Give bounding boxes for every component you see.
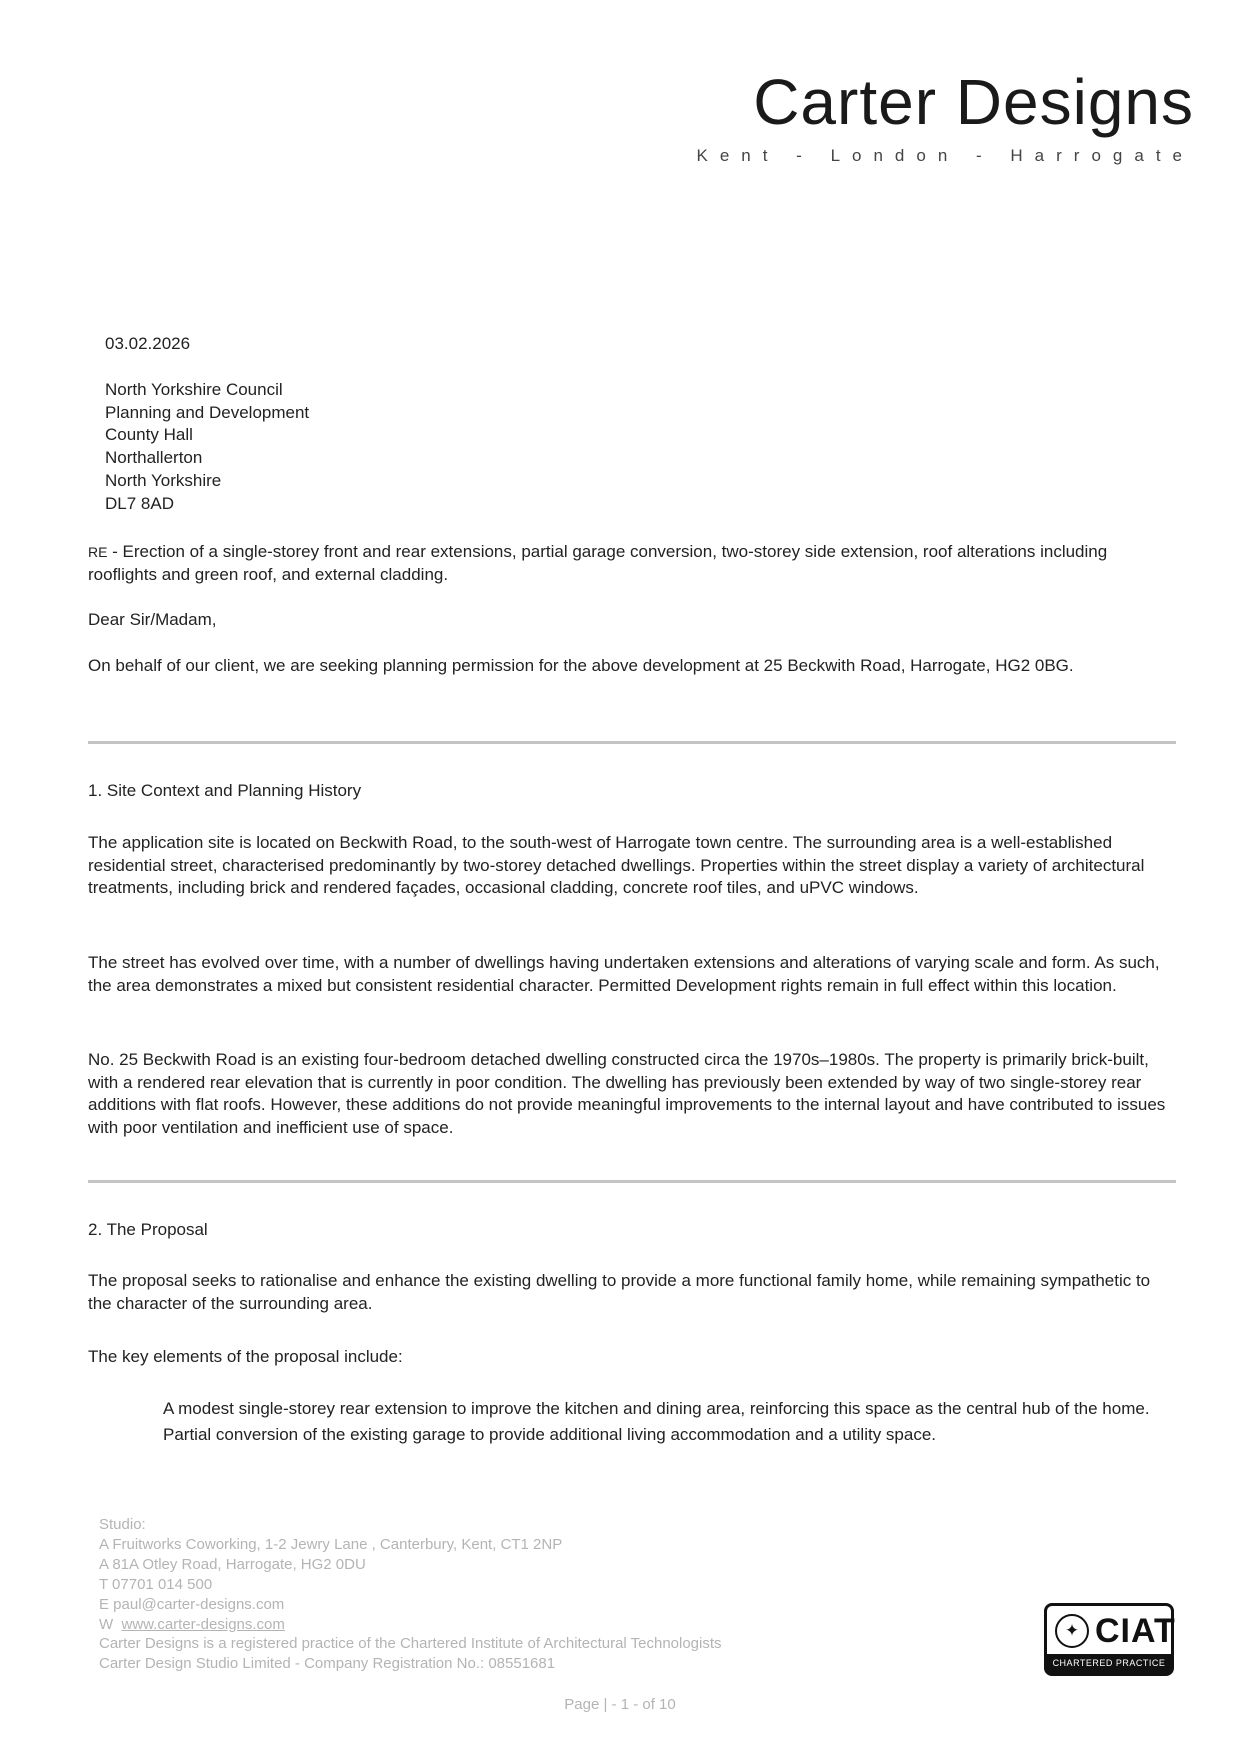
section-2-paragraph: The proposal seeks to rationalise and enhance the existing dwelling to provide a more functional family home, while remaining sympathetic to the character of the surrounding area. bbox=[88, 1271, 1151, 1313]
re-text: - Erection of a single-storey front and rear extensions, partial garage conversion, two-storey side extension, roof alterations including rooflights and green roof, and external cladding. bbox=[88, 542, 1108, 584]
section-1-paragraph: The street has evolved over time, with a number of dwellings having undertaken extensions and alterations of varying scale and form. As such, the area demonstrates a mixed but consistent residential character. Permitted Development rights remain in full effect within this location. bbox=[88, 953, 1160, 995]
re-prefix: RE bbox=[88, 544, 108, 560]
address-line: County Hall bbox=[105, 425, 193, 445]
section-2-heading: 2. The Proposal bbox=[88, 1220, 208, 1239]
list-item: A modest single-storey rear extension to improve the kitchen and dining area, reinforcing this space as the central hub of the home. bbox=[163, 1399, 1150, 1418]
brand-locations: Kent - London - Harrogate bbox=[696, 146, 1194, 165]
divider bbox=[88, 1180, 1176, 1183]
footer-address-1: A Fruitworks Coworking, 1-2 Jewry Lane , Canterbury, Kent, CT1 2NP bbox=[99, 1535, 563, 1553]
recipient-address bbox=[105, 379, 309, 515]
address-line: Planning and Development bbox=[105, 402, 310, 422]
section-2-paragraph: The key elements of the proposal include: bbox=[88, 1347, 403, 1366]
address-line: North Yorkshire Council bbox=[105, 380, 283, 399]
badge-name: CIAT bbox=[1095, 1612, 1176, 1650]
divider bbox=[88, 741, 1176, 744]
footer-phone: T 07701 014 500 bbox=[99, 1575, 213, 1593]
footer-practice: Carter Designs is a registered practice of the Chartered Institute of Architectural Technologists bbox=[99, 1635, 722, 1653]
footer-web bbox=[99, 1615, 722, 1635]
proposal-list bbox=[163, 1398, 1163, 1449]
footer bbox=[99, 1515, 722, 1674]
subject-line bbox=[88, 541, 1178, 586]
section-1-heading: 1. Site Context and Planning History bbox=[88, 781, 362, 800]
website-link[interactable]: www.carter-designs.com bbox=[121, 1615, 285, 1633]
letter-date: 03.02.2026 bbox=[105, 334, 191, 353]
footer-studio-label: Studio: bbox=[99, 1516, 146, 1533]
salutation: Dear Sir/Madam, bbox=[88, 610, 217, 629]
intro-paragraph: On behalf of our client, we are seeking planning permission for the above development at 25 Beckwith Road, Harrogate, HG2 0BG. bbox=[88, 656, 1074, 675]
footer-address-2: A 81A Otley Road, Harrogate, HG2 0DU bbox=[99, 1555, 366, 1573]
footer-email: E paul@carter-designs.com bbox=[99, 1595, 285, 1613]
address-line: DL7 8AD bbox=[105, 493, 174, 513]
badge-caption: CHARTERED PRACTICE bbox=[1047, 1654, 1171, 1673]
address-line: North Yorkshire bbox=[105, 470, 222, 490]
footer-company: Carter Design Studio Limited - Company Registration No.: 08551681 bbox=[99, 1655, 556, 1673]
footer-web-prefix: W bbox=[99, 1615, 122, 1633]
brand-header bbox=[696, 66, 1194, 166]
address-line: Northallerton bbox=[105, 448, 203, 468]
section-1-paragraph: No. 25 Beckwith Road is an existing four-bedroom detached dwelling constructed circa the 1970s–1980s. The property is primarily brick-built, with a rendered rear elevation that is currently in poor condition. The dwelling has previously been extended by way of two single-storey rear additions with flat roofs. However, these additions do not provide meaningful improvements to the internal layout and have contributed to issues with poor ventilation and inefficient use of space. bbox=[88, 1050, 1166, 1138]
list-item: Partial conversion of the existing garage to provide additional living accommodation and a utility space. bbox=[163, 1424, 937, 1444]
page-number: Page | - 1 - of 10 bbox=[564, 1696, 676, 1713]
crest-icon: ✦ bbox=[1055, 1614, 1089, 1648]
section-1-paragraph: The application site is located on Beckwith Road, to the south-west of Harrogate town centre. The surrounding area is a well-established residential street, characterised predominantly by two-storey detached dwellings. Properties within the street display a variety of architectural treatments, including brick and rendered façades, occasional cladding, concrete roof tiles, and uPVC windows. bbox=[88, 833, 1145, 898]
brand-name: Carter Designs bbox=[753, 66, 1194, 138]
ciat-badge bbox=[1044, 1603, 1174, 1676]
